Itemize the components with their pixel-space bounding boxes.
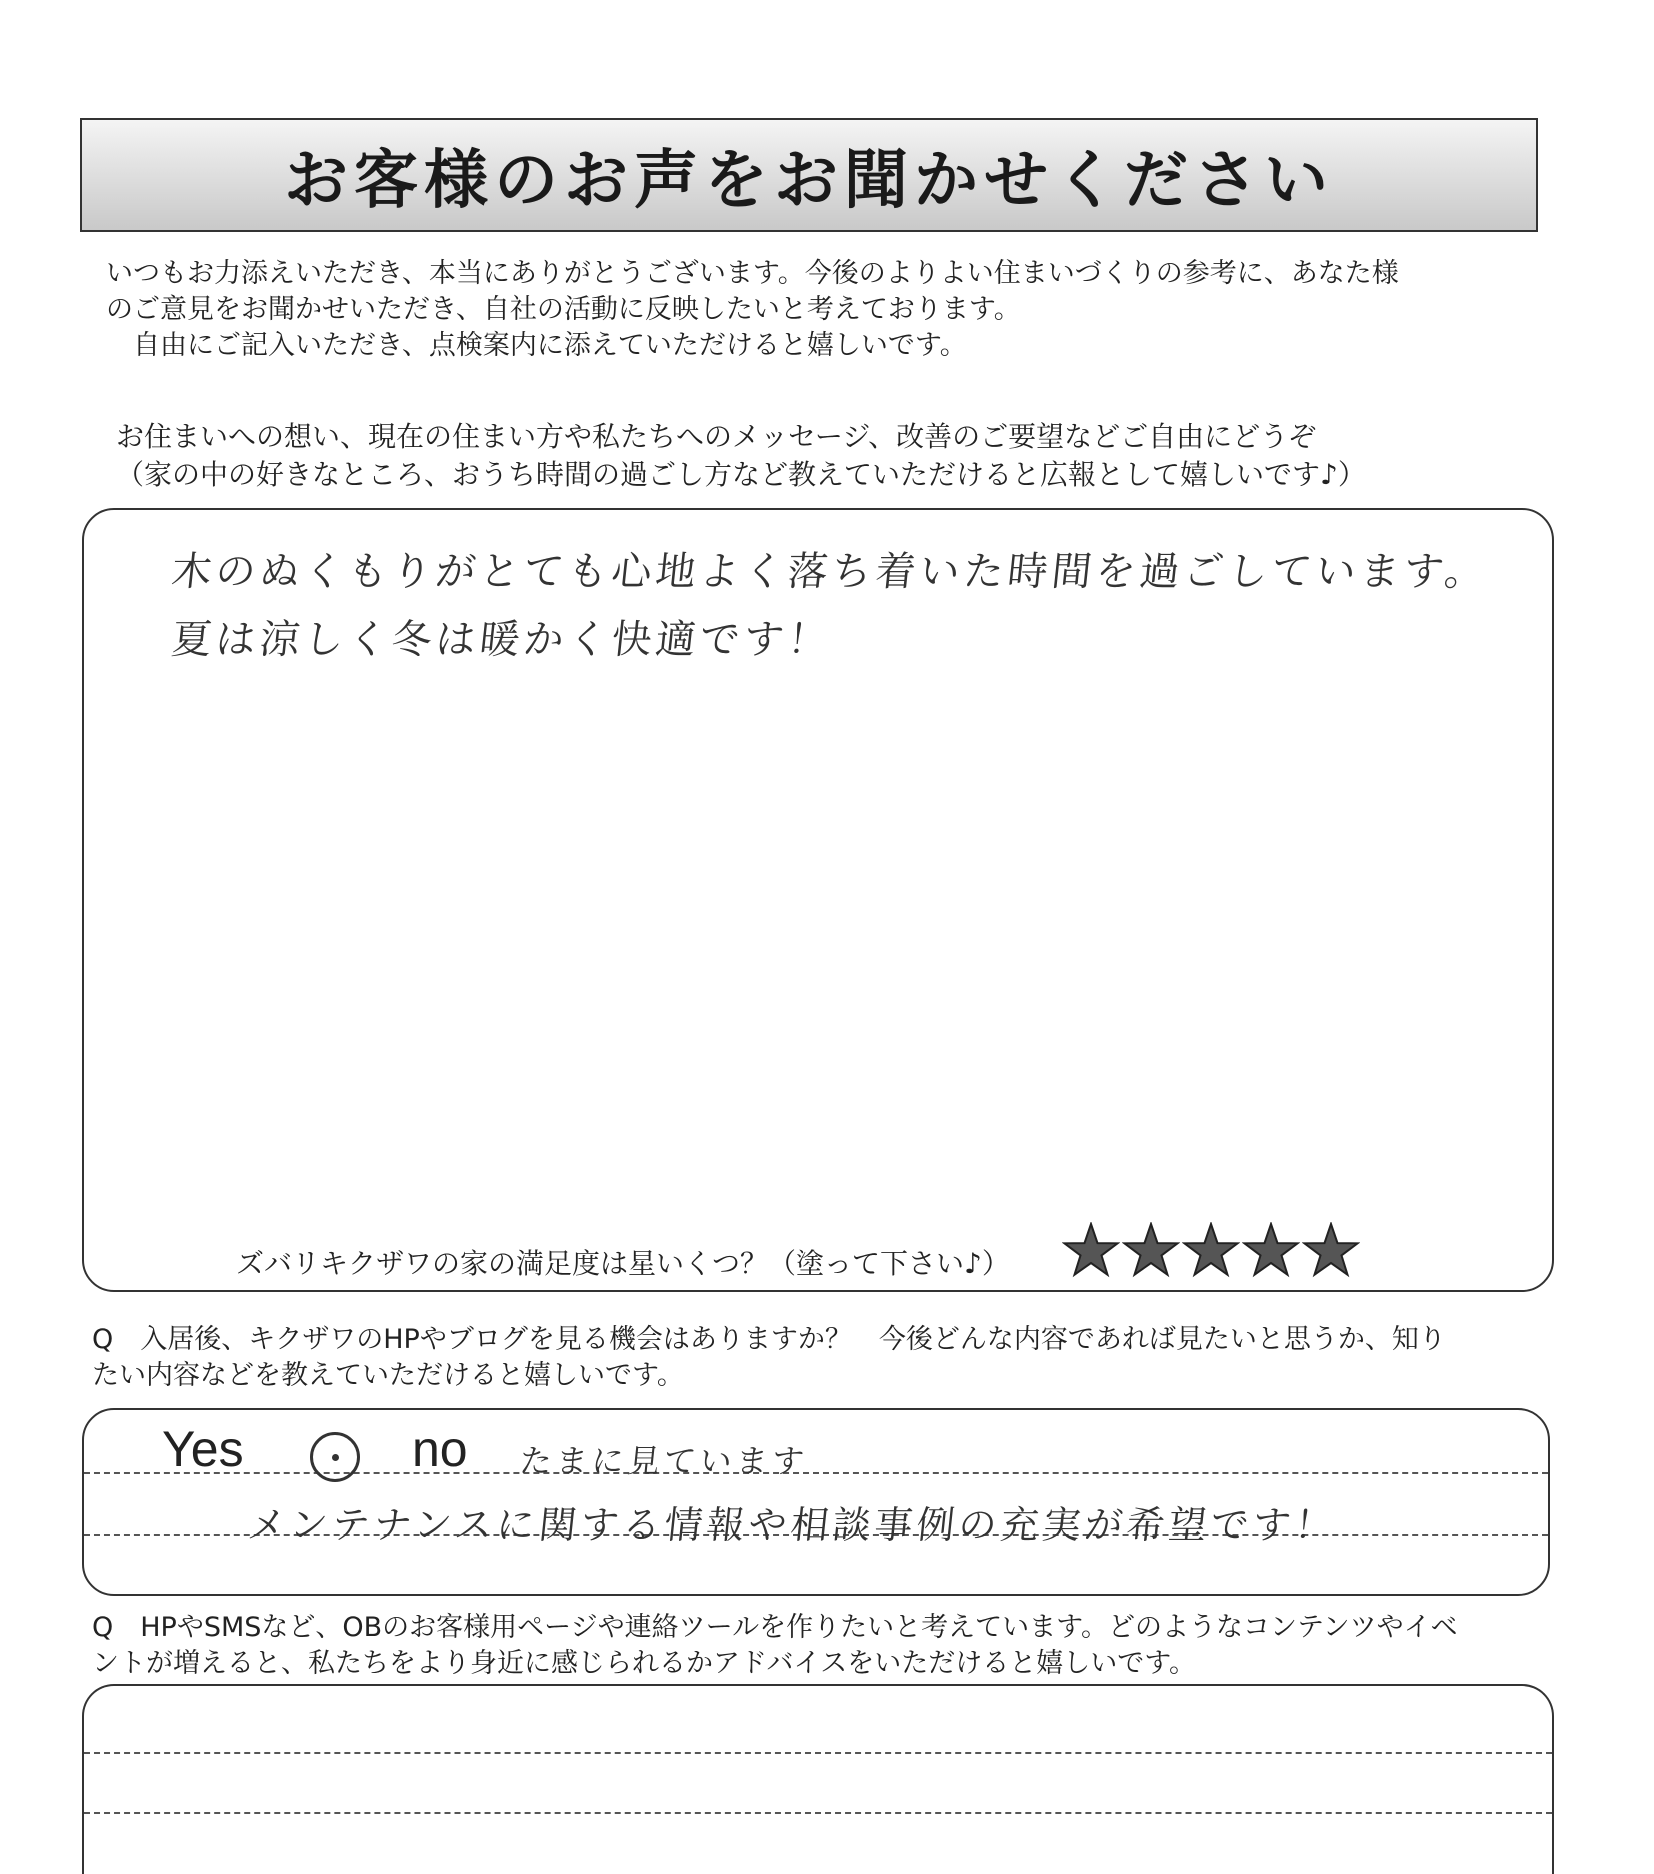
dashed-divider	[84, 1472, 1548, 1474]
question-2-line: たい内容などを教えていただけると嬉しいです。	[92, 1360, 684, 1391]
handwritten-answer-line: 木のぬくもりがとても心地よく落ち着いた時間を過ごしています。	[169, 549, 1491, 595]
question-1-line: （家の中の好きなところ、おうち時間の過ごし方など教えていただけると広報として嬉しいです♪）	[116, 458, 1366, 491]
handwritten-answer-line: たまに見ています	[517, 1442, 810, 1480]
question-2-line: Q 入居後、キクザワのHPやブログを見る機会はありますか？ 今後どんな内容であれば見たいと思うか、知り	[92, 1324, 1446, 1355]
page-title: お客様のお声をお聞かせください	[284, 144, 1334, 218]
star-icon[interactable]	[1302, 1222, 1360, 1280]
dashed-divider	[84, 1812, 1552, 1814]
intro-line: のご意見をお聞かせいただき、自社の活動に反映したいと考えております。	[106, 294, 1021, 325]
no-option-label[interactable]: no	[412, 1421, 468, 1477]
question-3-answer-box[interactable]	[82, 1684, 1554, 1874]
intro-line: いつもお力添えいただき、本当にありがとうございます。今後のよりよい住まいづくりの参考に、あなた様	[106, 258, 1399, 289]
intro-text	[106, 256, 1556, 364]
question-2-prompt	[92, 1322, 1562, 1394]
handwritten-answer-line: メンテナンスに関する情報や相談事例の充実が希望です！	[245, 1503, 1339, 1547]
star-icon[interactable]	[1242, 1222, 1300, 1280]
satisfaction-label: ズバリキクザワの家の満足度は星いくつ？（塗って下さい♪）	[236, 1247, 1010, 1280]
star-icon[interactable]	[1062, 1222, 1120, 1280]
star-icon[interactable]	[1122, 1222, 1180, 1280]
dashed-divider	[84, 1752, 1552, 1754]
question-3-line: ントが増えると、私たちをより身近に感じられるかアドバイスをいただけると嬉しいです。	[92, 1648, 1197, 1679]
question-1-prompt	[116, 418, 1576, 494]
question-3-prompt	[92, 1610, 1562, 1682]
intro-line: 自由にご記入いただき、点検案内に添えていただけると嬉しいです。	[106, 330, 967, 361]
title-banner	[80, 118, 1538, 232]
question-3-line: Q HPやSMSなど、OBのお客様用ページや連絡ツールを作りたいと考えています。どのようなコンテンツやイベ	[92, 1612, 1458, 1643]
selected-circle-icon	[310, 1432, 360, 1482]
yes-option-label[interactable]: Yes	[162, 1421, 244, 1477]
satisfaction-stars[interactable]	[1062, 1222, 1360, 1280]
star-icon[interactable]	[1182, 1222, 1240, 1280]
handwritten-answer-line: 夏は涼しく冬は暖かく快適です！	[169, 617, 835, 663]
question-1-line: お住まいへの想い、現在の住まい方や私たちへのメッセージ、改善のご要望などご自由にどうぞ	[116, 420, 1317, 453]
